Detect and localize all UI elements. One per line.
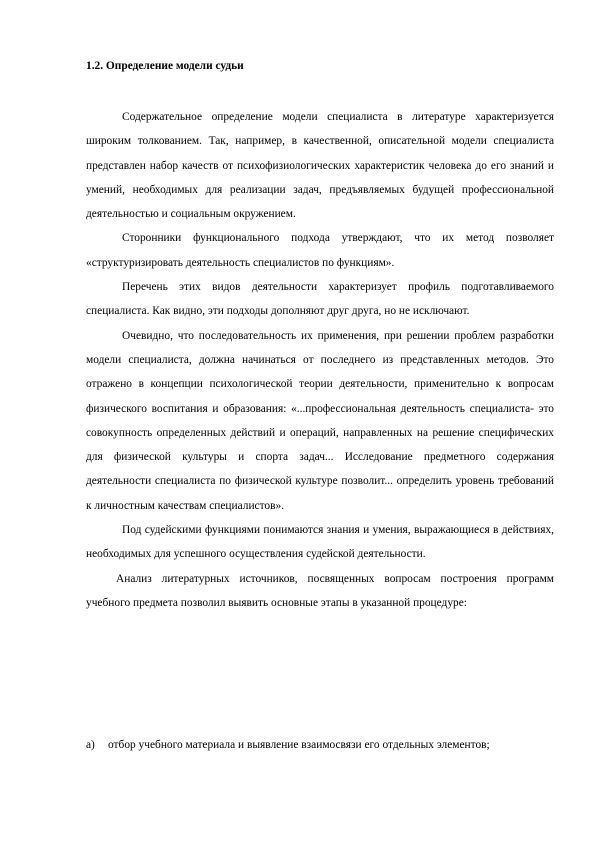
paragraph: Очевидно, что последовательность их применения, при решении проблем разработки модели специалиста, должна начинаться от последнего из представленных методов. Это отражено в концепции психологической теории деятельности, применительно к вопросам физического воспитания и образования: «...профессиональная деятельность специалиста- это совокупность определенных действий и операций, направленных на решение специфических для физической культуры и спорта задач... Исследование предметного содержания деятельности специалиста по физической культуре позволит... определить уровень требований к личностным качествам специалистов».: [86, 329, 554, 512]
section-heading: 1.2. Определение модели судьи: [86, 60, 244, 72]
paragraph: Сторонники функционального подхода утверждают, что их метод позволяет «структуризировать деятельность специалистов по функциям».: [86, 232, 554, 269]
paragraph: Анализ литературных источников, посвященных вопросам построения программ учебного предмета позволил выявить основные этапы в указанной процедуре:: [86, 572, 554, 609]
paragraph: Содержательное определение модели специалиста в литературе характеризуется широким толкованием. Так, например, в качественной, описательной модели специалиста представлен набор качеств от психофизиологических характеристик человека до его знаний и умений, необходимых для реализации задач, предъявляемых будущей профессиональной деятельностью и социальным окружением.: [86, 111, 554, 221]
body-text: [86, 105, 554, 615]
list-item-text: отбор учебного материала и выявление взаимосвязи его отдельных элементов;: [108, 739, 490, 751]
ordered-list: [86, 733, 554, 757]
list-marker: а): [86, 739, 95, 751]
paragraph: Под судейскими функциями понимаются знания и умения, выражающиеся в действиях, необходимых для успешного осуществления судейской деятельности.: [86, 524, 554, 561]
list-item: [86, 733, 554, 757]
paragraph: Перечень этих видов деятельности характеризует профиль подготавливаемого специалиста. Как видно, эти подходы дополняют друг друга, но не исключают.: [86, 281, 554, 318]
